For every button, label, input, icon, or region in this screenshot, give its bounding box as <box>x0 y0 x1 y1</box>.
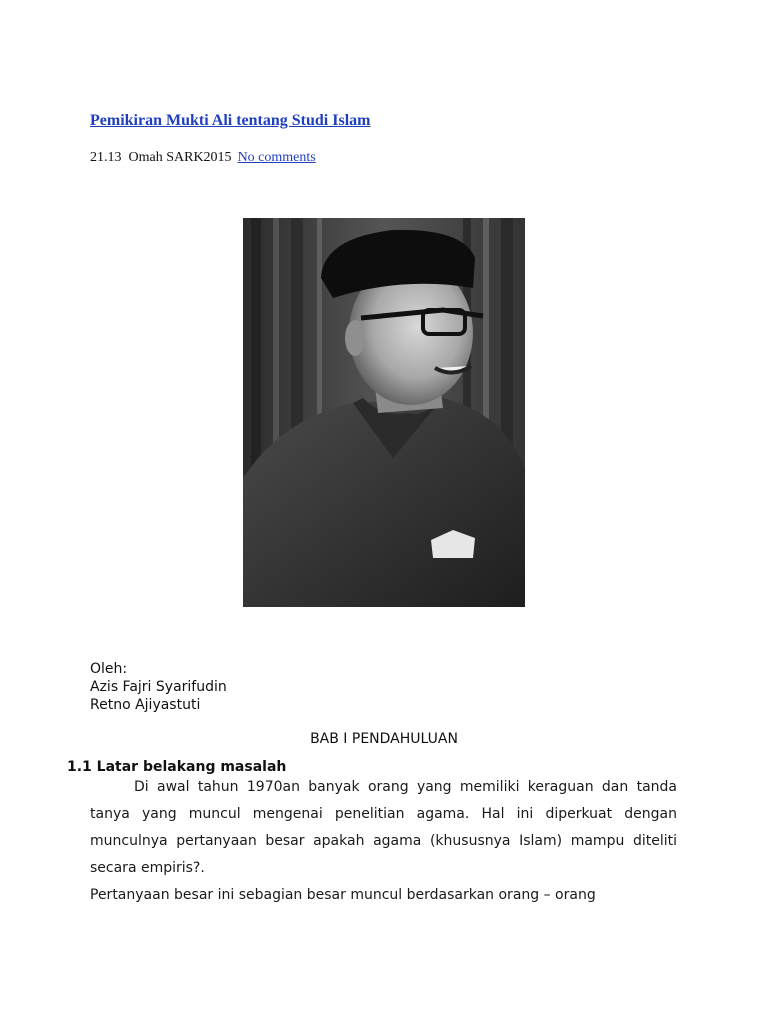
post-title-link[interactable]: Pemikiran Mukti Ali tentang Studi Islam <box>90 112 371 129</box>
byline-label: Oleh: <box>90 661 128 677</box>
author-name: Azis Fajri Syarifudin <box>90 679 227 695</box>
paragraph: Pertanyaan besar ini sebagian besar muncul berdasarkan orang – orang <box>90 887 596 903</box>
post-time: 21.13 <box>90 150 122 165</box>
portrait-photo-graphic <box>243 218 525 607</box>
paragraph: Di awal tahun 1970an banyak orang yang memiliki keraguan dan tanda tanya yang muncul mengenai penelitian agama. Hal ini diperkuat dengan munculnya pertanyaan besar apakah agama (khususnya Islam) mampu diteliti secara empiris?. <box>90 779 677 876</box>
author-name: Retno Ajiyastuti <box>90 697 201 713</box>
section-heading: 1.1 Latar belakang masalah <box>67 759 287 775</box>
byline <box>90 660 227 714</box>
comments-link[interactable]: No comments <box>237 150 316 165</box>
chapter-heading: BAB I PENDAHULUAN <box>310 731 458 747</box>
body-text <box>90 774 677 909</box>
portrait-photo <box>243 218 525 607</box>
post-author: Omah SARK2015 <box>128 150 232 165</box>
post-meta <box>90 150 316 166</box>
